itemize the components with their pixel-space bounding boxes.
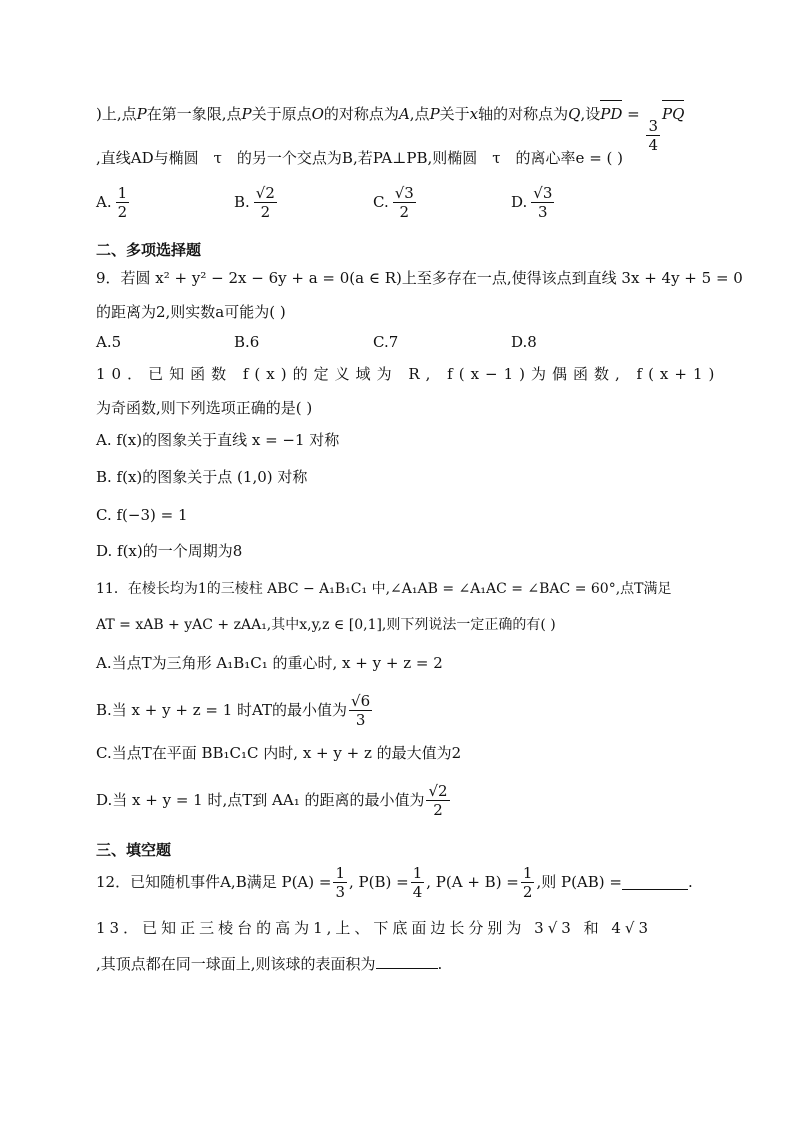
q11-option-c[interactable]: C.当点T在平面 BB₁C₁C 内时, x + y + z 的最大值为2 — [96, 744, 462, 762]
q13-line2 — [96, 954, 698, 974]
option-fraction — [254, 184, 277, 221]
option-label: B. — [234, 193, 250, 211]
q8-text: ,点 — [409, 105, 430, 123]
frac-den: 2 — [522, 882, 533, 901]
q12-line — [96, 862, 698, 902]
q9-option-c[interactable]: C.7 — [373, 333, 399, 351]
frac-num: 3 — [648, 117, 659, 135]
frac-num: 1 — [335, 863, 345, 882]
q12-text: , P(A + B) = — [426, 873, 519, 891]
vector-pd: PD — [600, 105, 623, 123]
q8-options — [96, 180, 716, 224]
q8-option-a[interactable] — [96, 180, 131, 224]
q8-text: P — [429, 105, 440, 123]
vector-pq: PQ — [662, 105, 685, 123]
q11-option-d[interactable] — [96, 778, 698, 822]
frac-den: 4 — [648, 136, 659, 154]
frac-den: 3 — [355, 710, 366, 729]
q8-text: A — [398, 105, 410, 123]
option-fraction — [426, 782, 449, 819]
frac-num: 1 — [117, 183, 128, 202]
option-fraction — [349, 692, 372, 729]
q8-line2: ,直线AD与椭圆 τ 的另一个交点为B,若PA⊥PB,则椭圆 τ 的离心率e = ( ) — [96, 149, 624, 167]
q8-option-c[interactable] — [373, 180, 418, 224]
q10-option-b[interactable]: B. f(x)的图象关于点 (1,0) 对称 — [96, 468, 308, 486]
answer-blank[interactable] — [376, 954, 438, 969]
frac-num: 1 — [412, 863, 423, 882]
q9-option-b[interactable]: B.6 — [234, 333, 260, 351]
frac-num: √2 — [255, 183, 275, 202]
q12-text: 12．已知随机事件A,B满足 P(A) = — [96, 873, 332, 891]
q12-text: . — [687, 873, 693, 891]
frac-den: 4 — [412, 882, 423, 901]
q9-line2: 的距离为2,则实数a可能为( ) — [96, 303, 286, 321]
q10-option-d[interactable]: D. f(x)的一个周期为8 — [96, 542, 243, 560]
option-label: C. — [373, 193, 389, 211]
q8-text: Q — [568, 105, 581, 123]
q10-line1: 10．已知函数 f(x)的定义域为 R, f(x−1)为偶函数, f(x+1) — [96, 365, 721, 383]
option-text: B.当 x + y + z = 1 时AT的最小值为 — [96, 701, 348, 719]
q8-text: )上,点 — [96, 105, 137, 123]
q11-option-a[interactable]: A.当点T为三角形 A₁B₁C₁ 的重心时, x + y + z = 2 — [96, 654, 443, 672]
frac-den: 3 — [538, 202, 548, 221]
q8-text: x — [469, 105, 479, 123]
q9-option-a[interactable]: A.5 — [96, 333, 122, 351]
frac-den: 2 — [260, 202, 271, 221]
fraction-1-3 — [333, 864, 347, 901]
q8-text: ,设 — [580, 105, 601, 123]
q8-text: 的对称点为 — [323, 105, 399, 123]
q8-option-d[interactable] — [511, 180, 556, 224]
q12-text: , P(B) = — [349, 873, 409, 891]
answer-blank[interactable] — [622, 875, 688, 890]
q8-text: 关于 — [439, 105, 470, 123]
frac-den: 2 — [433, 800, 443, 819]
frac-num: √6 — [351, 691, 371, 710]
option-fraction — [531, 184, 554, 221]
option-label: D. — [511, 193, 528, 211]
q8-text: O — [311, 105, 324, 123]
fraction-1-4 — [411, 864, 425, 901]
q8-text: P — [136, 105, 147, 123]
q12-text: ,则 P(AB) = — [536, 873, 622, 891]
q8-text: 关于原点 — [251, 105, 312, 123]
frac-den: 2 — [117, 202, 128, 221]
frac-num: 1 — [522, 863, 533, 882]
option-fraction — [116, 184, 130, 221]
q11-option-b[interactable] — [96, 688, 698, 732]
frac-num: √3 — [533, 183, 553, 202]
q8-text: 在第一象限,点 — [146, 105, 242, 123]
q11-line2: AT = xAB + yAC + zAA₁,其中x,y,z ∈ [0,1],则下列说法一定正确的有( ) — [96, 617, 556, 633]
q9-option-d[interactable]: D.8 — [511, 333, 537, 351]
frac-den: 3 — [335, 882, 345, 901]
q11-line1: 11．在棱长均为1的三棱柱 ABC − A₁B₁C₁ 中,∠A₁AB = ∠A₁AC = ∠BAC = 60°,点T满足 — [96, 581, 672, 597]
q13-text: ,其顶点都在同一球面上,则该球的表面积为 — [96, 955, 376, 973]
q8-line1 — [96, 104, 698, 154]
option-label: A. — [96, 193, 112, 211]
q10-option-a[interactable]: A. f(x)的图象关于直线 x = −1 对称 — [96, 431, 340, 449]
option-text: D.当 x + y = 1 时,点T到 AA₁ 的距离的最小值为 — [96, 791, 425, 809]
q8-option-b[interactable] — [234, 180, 279, 224]
option-fraction — [393, 184, 416, 221]
frac-den: 2 — [399, 202, 410, 221]
q8-text: 轴的对称点为 — [478, 105, 569, 123]
frac-num: √3 — [394, 183, 414, 202]
q8-text: P — [241, 105, 252, 123]
q13-line1: 13．已知正三棱台的高为1,上、下底面边长分别为 3√3 和 4√3 — [96, 919, 652, 937]
q13-text: . — [437, 955, 443, 973]
section-heading-fill-in: 三、填空题 — [96, 841, 172, 859]
q10-option-c[interactable]: C. f(−3) = 1 — [96, 506, 188, 524]
fraction-1-2 — [521, 864, 535, 901]
section-heading-multiple-choice: 二、多项选择题 — [96, 241, 202, 259]
frac-num: √2 — [428, 781, 448, 800]
equals-sign: = — [622, 105, 645, 123]
q10-line2: 为奇函数,则下列选项正确的是( ) — [96, 399, 313, 417]
q9-line1: 9．若圆 x² + y² − 2x − 6y + a = 0(a ∈ R)上至多存在一点,使得该点到直线 3x + 4y + 5 = 0 — [96, 269, 743, 287]
